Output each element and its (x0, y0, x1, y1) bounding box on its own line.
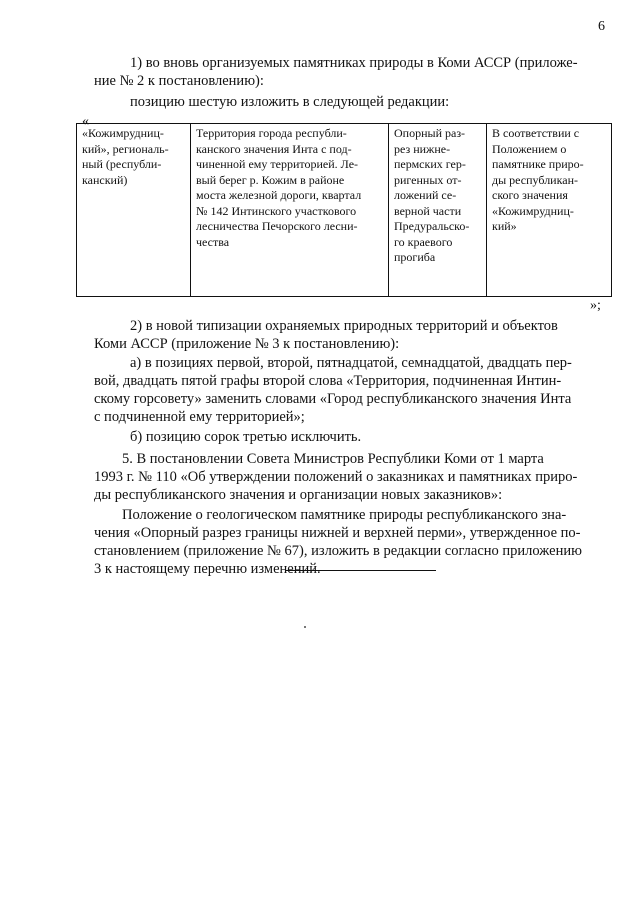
cell-line: чиненной ему территорией. Ле- (196, 157, 359, 171)
cell-line: ный (республи- (82, 157, 162, 171)
text-line: вой, двадцать пятой графы второй слова «Территория, подчиненная Интин- (94, 373, 562, 389)
cell-line: прогиба (394, 250, 436, 264)
cell-line: чества (196, 234, 230, 249)
cell-line: рез нижне- (394, 141, 451, 156)
cell-line: памятнике приро- (492, 157, 584, 171)
table-cell-description (389, 124, 487, 297)
cell-line: Опорный раз- (394, 126, 466, 140)
cell-line: вый берег р. Кожим в районе (196, 172, 345, 187)
text-line: 5. В постановлении Совета Министров Республики Коми от 1 марта (122, 451, 544, 467)
cell-line: кий» (492, 219, 517, 233)
text-line: 3 к настоящему перечню изменений. (94, 561, 321, 577)
cell-line: лесничества Печорского лесни- (196, 219, 358, 233)
page-number: 6 (598, 19, 605, 34)
cell-line: ского значения (492, 188, 568, 202)
cell-line: канского значения Инта с под- (196, 141, 352, 156)
quote-open: « (82, 114, 89, 129)
text-line: б) позицию сорок третью исключить. (130, 429, 362, 445)
text-line: позицию шестую изложить в следующей редакции: (130, 94, 450, 110)
cell-line: Предуральско- (394, 219, 470, 233)
cell-line: верной части (394, 203, 462, 218)
quote-close: »; (590, 298, 601, 313)
text-line: 2) в новой типизации охраняемых природных территорий и объектов (130, 318, 558, 334)
paragraph-item-1 (94, 54, 604, 90)
cell-line: Территория города республи- (196, 126, 347, 140)
paragraph-item-2b (130, 428, 640, 446)
text-line: а) в позициях первой, второй, пятнадцатой, семнадцатой, двадцать пер- (130, 355, 572, 371)
cell-line: «Кожимрудниц- (492, 203, 574, 218)
cell-line: «Кожимрудниц- (82, 126, 164, 140)
cell-line: ригенных от- (394, 172, 462, 187)
cell-line: го краевого (394, 234, 453, 249)
paragraph-item-2a (94, 354, 604, 426)
cell-line: В соответствии с (492, 126, 580, 140)
monument-table (76, 123, 612, 297)
text-line: Положение о геологическом памятнике природы республиканского зна- (122, 507, 567, 523)
cell-line: № 142 Интинского участкового (196, 203, 357, 218)
text-line: ды республиканского значения и организации новых заказников»: (94, 487, 503, 503)
cell-line: моста железной дороги, квартал (196, 188, 362, 202)
table-cell-name (77, 124, 191, 297)
cell-line: кий», региональ- (82, 141, 169, 156)
cell-line: ложений се- (394, 188, 457, 202)
text-line: с подчиненной ему территорией»; (94, 409, 305, 425)
text-line: чения «Опорный разрез границы нижней и верхней перми», утвержденное по- (94, 525, 581, 541)
table-cell-basis (487, 124, 612, 297)
text-line: Коми АССР (приложение № 3 к постановлению): (94, 336, 400, 352)
text-line: становлением (приложение № 67), изложить в редакции согласно приложению (94, 543, 582, 559)
text-line: 1) во вновь организуемых памятниках природы в Коми АССР (приложе- (130, 55, 578, 71)
text-line: ние № 2 к постановлению): (94, 73, 264, 89)
cell-line: пермских гер- (394, 157, 466, 171)
cell-line: канский) (82, 172, 128, 187)
scan-dot (304, 626, 306, 628)
end-rule (286, 570, 436, 571)
cell-line: Положением о (492, 141, 567, 156)
table-cell-location (191, 124, 389, 297)
text-line: скому горсовету» заменить словами «Город республиканского значения Инта (94, 391, 572, 407)
paragraph-position-six (130, 93, 640, 111)
paragraph-regulation (94, 506, 604, 578)
cell-line: ды республикан- (492, 172, 578, 187)
text-line: 1993 г. № 110 «Об утверждении положений о заказниках и памятниках приро- (94, 469, 578, 485)
paragraph-item-2 (94, 317, 604, 353)
paragraph-item-5 (94, 450, 604, 504)
table-row (77, 124, 612, 297)
